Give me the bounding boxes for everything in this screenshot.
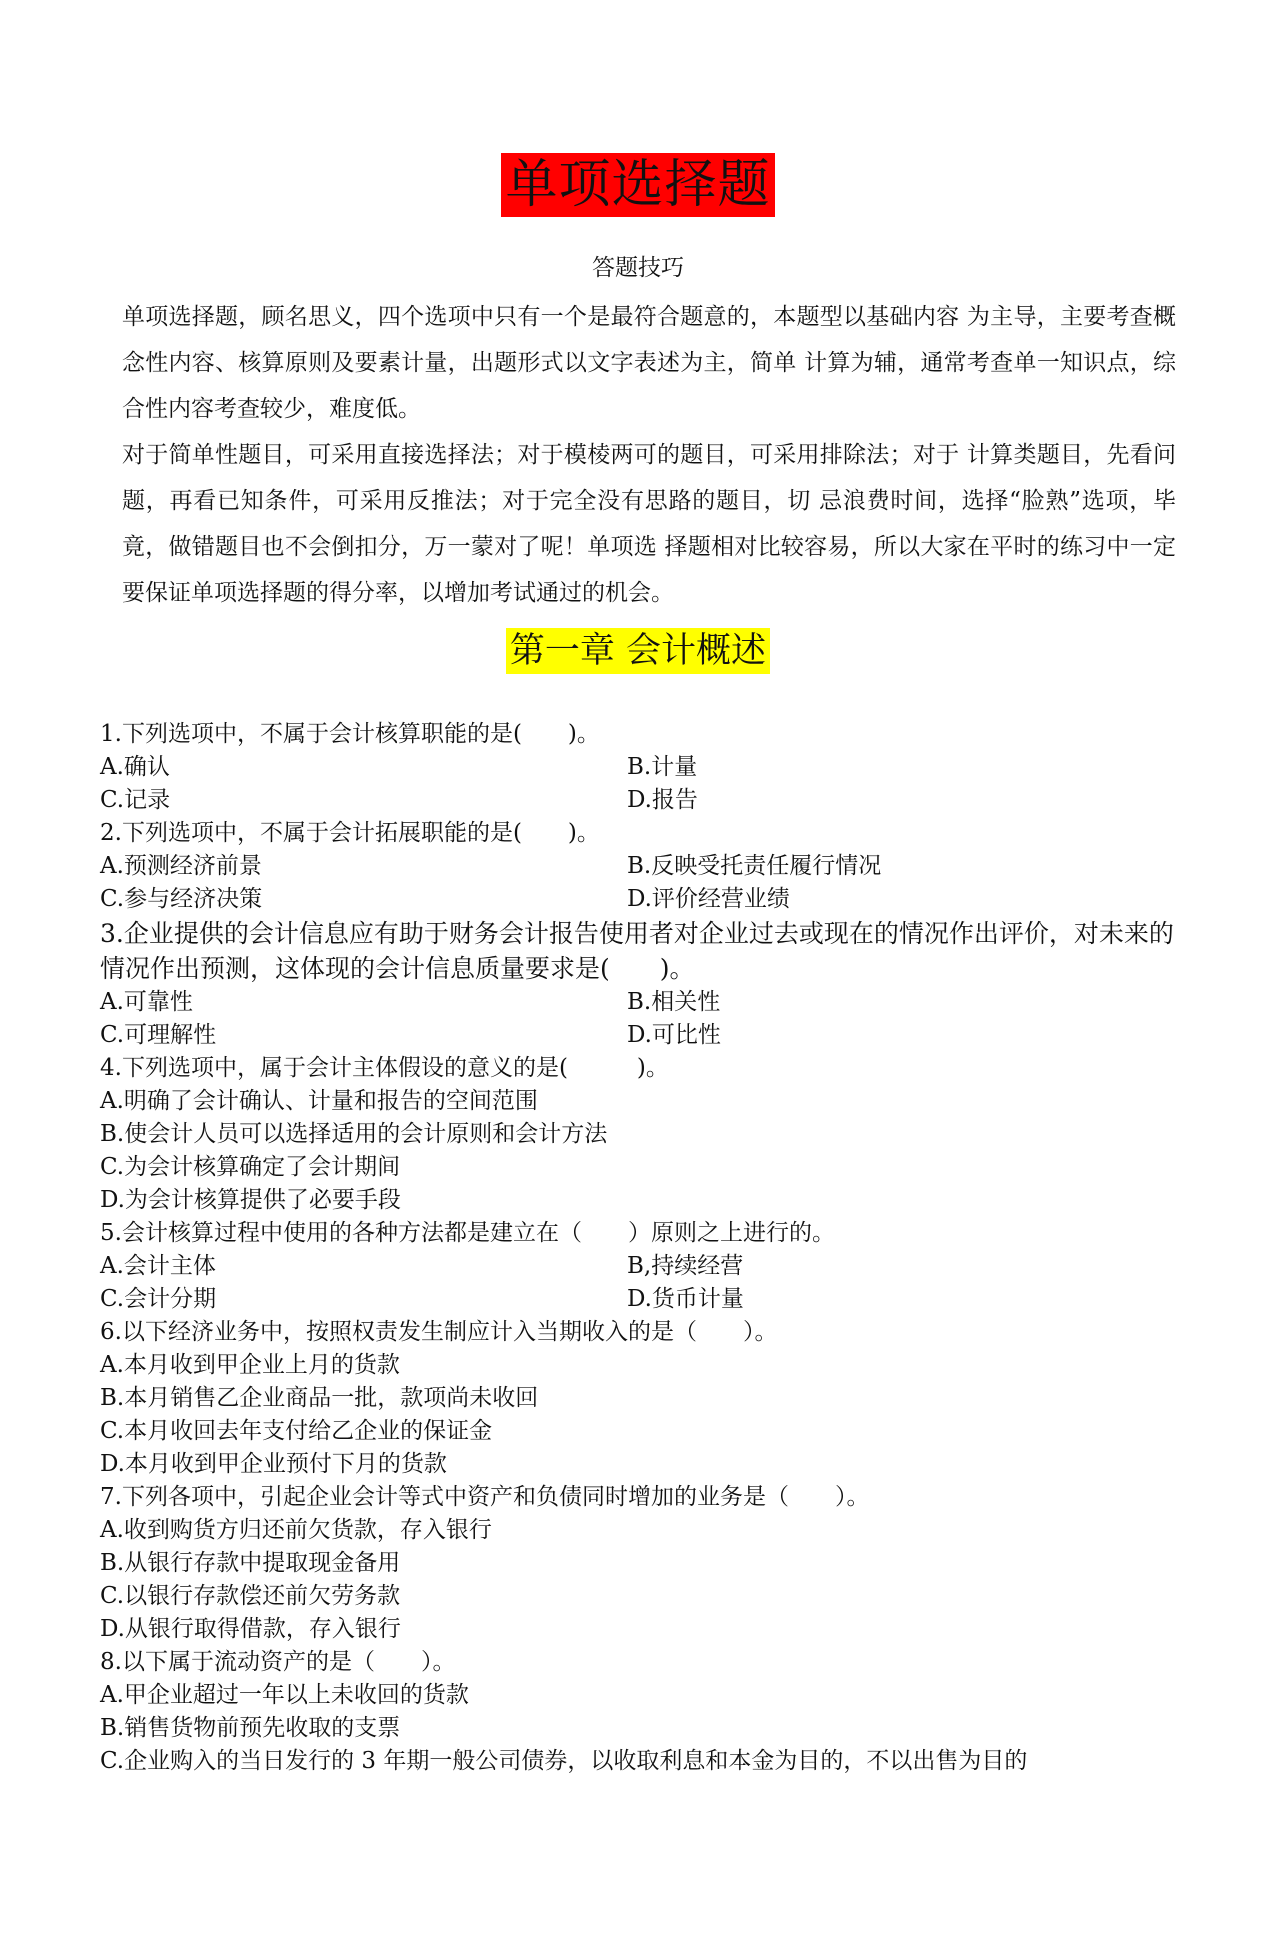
answer-option: B.使会计人员可以选择适用的会计原则和会计方法 — [100, 1121, 608, 1147]
question-item — [100, 1217, 1180, 1316]
option-row — [100, 986, 1180, 1019]
option-row — [100, 883, 1180, 916]
answer-option: B.相关性 — [627, 989, 721, 1015]
option-row — [100, 751, 1180, 784]
answer-option: B.从银行存款中提取现金备用 — [100, 1550, 401, 1576]
question-item — [100, 1646, 1180, 1778]
answer-option: A.预测经济前景 — [100, 853, 262, 879]
answer-option: A.会计主体 — [100, 1253, 216, 1279]
question-stem: 5.会计核算过程中使用的各种方法都是建立在（ ）原则之上进行的。 — [100, 1220, 835, 1246]
question-stem: 7.下列各项中，引起企业会计等式中资产和负债同时增加的业务是（ ）。 — [100, 1484, 870, 1510]
answer-option: C.可理解性 — [100, 1022, 217, 1048]
answer-option: D.报告 — [627, 787, 698, 813]
question-list — [100, 718, 1180, 1778]
answer-option: C.会计分期 — [100, 1286, 217, 1312]
answer-option: A.确认 — [100, 754, 170, 780]
answer-option: C.企业购入的当日发行的 3 年期一般公司债券，以收取利息和本金为目的，不以出售为目的 — [100, 1748, 1028, 1774]
chapter-container — [0, 628, 1276, 674]
tips-paragraph: 单项选择题，顾名思义，四个选项中只有一个是最符合题意的，本题型以基础内容 为主导，主要考查概念性内容、核算原则及要素计量，出题形式以文字表述为主，简单 计算为辅，通常考查单一知识点，综合性内容考查较少，难度低。 — [122, 304, 1176, 422]
tips-body — [122, 294, 1176, 616]
answer-option: D.货币计量 — [627, 1286, 744, 1312]
question-stem: 4.下列选项中，属于会计主体假设的意义的是( )。 — [100, 1055, 669, 1081]
answer-option: D.评价经营业绩 — [627, 886, 790, 912]
answer-option: B.反映受托责任履行情况 — [627, 853, 882, 879]
option-row — [100, 1283, 1180, 1316]
question-item — [100, 1316, 1180, 1481]
answer-option: D.可比性 — [627, 1022, 721, 1048]
answer-option: A.本月收到甲企业上月的货款 — [100, 1352, 400, 1378]
question-stem: 8.以下属于流动资产的是（ ）。 — [100, 1649, 456, 1675]
question-item — [100, 916, 1180, 1052]
answer-option: B.销售货物前预先收取的支票 — [100, 1715, 401, 1741]
answer-option: C.以银行存款偿还前欠劳务款 — [100, 1583, 401, 1609]
answer-option: B,持续经营 — [627, 1253, 744, 1279]
answer-option: D.本月收到甲企业预付下月的货款 — [100, 1451, 447, 1477]
question-item — [100, 1052, 1180, 1217]
answer-option: A.甲企业超过一年以上未收回的货款 — [100, 1682, 469, 1708]
question-item — [100, 718, 1180, 817]
answer-option: C.记录 — [100, 787, 171, 813]
question-stem: 6.以下经济业务中，按照权责发生制应计入当期收入的是（ ）。 — [100, 1319, 778, 1345]
chapter-heading: 第一章 会计概述 — [506, 628, 770, 674]
tips-heading: 答题技巧 — [592, 255, 684, 281]
tips-paragraph: 对于简单性题目，可采用直接选择法；对于模棱两可的题目，可采用排除法；对于 计算类题目，先看问题，再看已知条件，可采用反推法；对于完全没有思路的题目，切 忌浪费时间，选择“脸熟”选项，毕竟，做错题目也不会倒扣分，万一蒙对了呢！单项选 择题相对比较容易，所以大家在平时的练习中一定要保证单项选择题的得分率，以增加考试通过的机会。 — [122, 442, 1176, 606]
answer-option: C.参与经济决策 — [100, 886, 263, 912]
answer-option: B.计量 — [627, 754, 698, 780]
answer-option: C.为会计核算确定了会计期间 — [100, 1154, 401, 1180]
question-item — [100, 1481, 1180, 1646]
option-row — [100, 850, 1180, 883]
option-row — [100, 784, 1180, 817]
answer-option: D.为会计核算提供了必要手段 — [100, 1187, 401, 1213]
answer-option: B.本月销售乙企业商品一批，款项尚未收回 — [100, 1385, 539, 1411]
question-stem: 1.下列选项中，不属于会计核算职能的是( )。 — [100, 721, 600, 747]
answer-option: C.本月收回去年支付给乙企业的保证金 — [100, 1418, 493, 1444]
question-stem: 3.企业提供的会计信息应有助于财务会计报告使用者对企业过去或现在的情况作出评价，对未来的情况作出预测，这体现的会计信息质量要求是( )。 — [100, 919, 1174, 983]
option-row — [100, 1019, 1180, 1052]
answer-option: D.从银行取得借款，存入银行 — [100, 1616, 401, 1642]
page-title: 单项选择题 — [501, 153, 774, 217]
question-item — [100, 817, 1180, 916]
answer-option: A.明确了会计确认、计量和报告的空间范围 — [100, 1088, 538, 1114]
answer-option: A.可靠性 — [100, 989, 193, 1015]
title-container — [0, 153, 1276, 217]
option-row — [100, 1250, 1180, 1283]
answer-option: A.收到购货方归还前欠货款，存入银行 — [100, 1517, 492, 1543]
question-stem: 2.下列选项中，不属于会计拓展职能的是( )。 — [100, 820, 600, 846]
